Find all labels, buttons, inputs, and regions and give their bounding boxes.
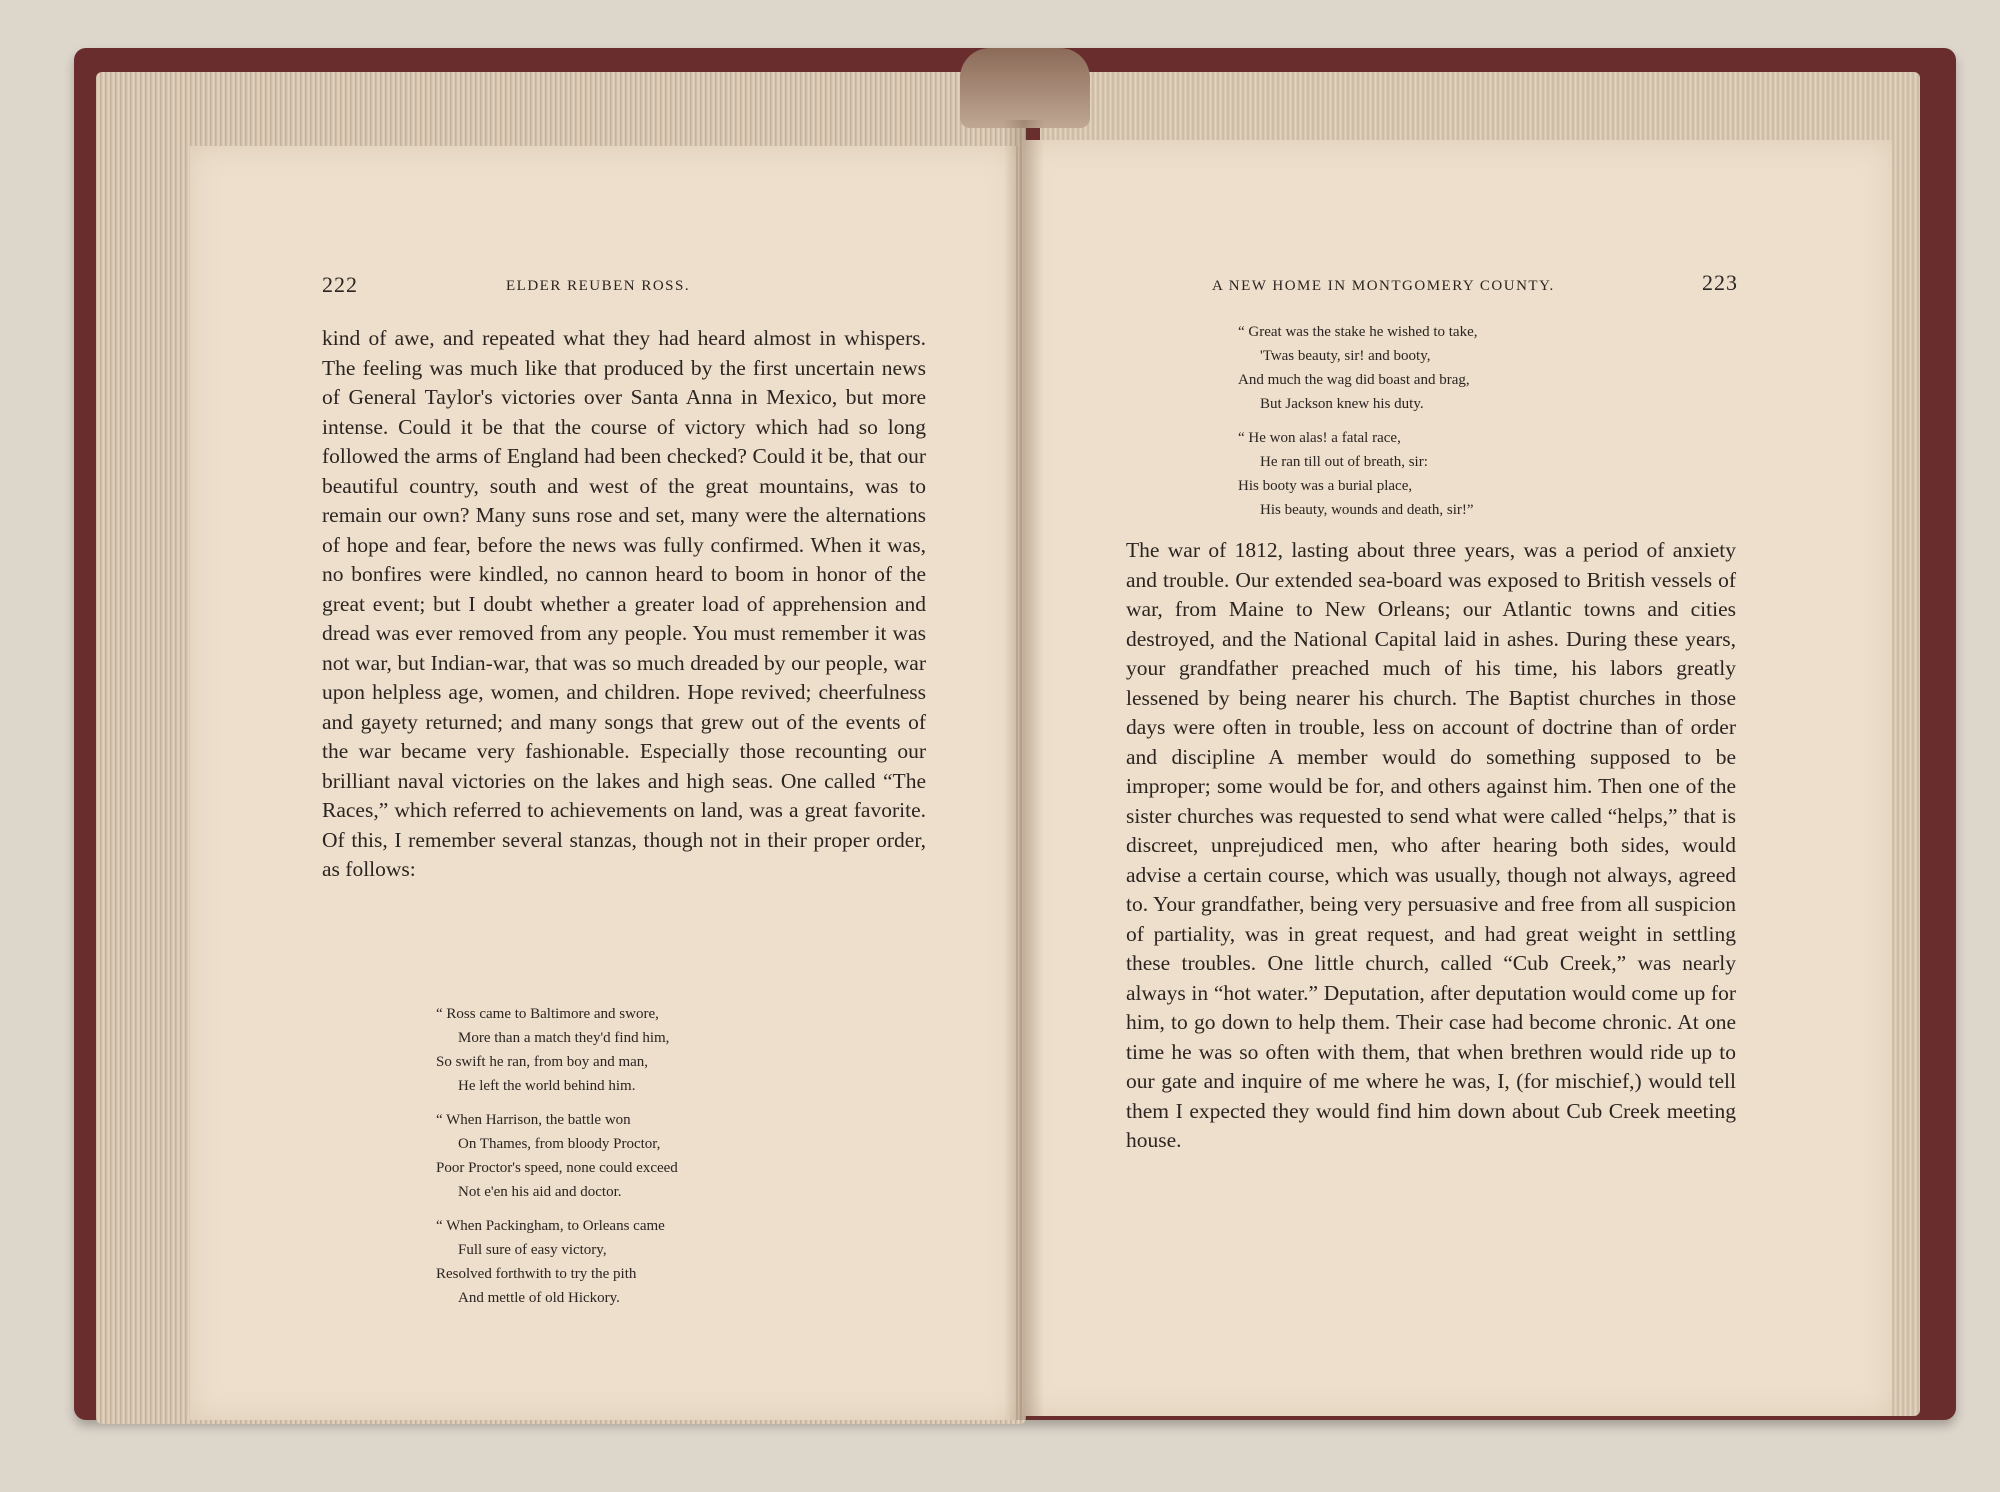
poem bbox=[436, 1002, 856, 1320]
body-text: kind of awe, and repeated what they had heard almost in whispers. The feeling was much like that produced by the first uncertain news of General Taylor's victories over Santa Anna in Mexico, but more intense. Could it be that the course of victory which had so long followed the arms of England had been checked? Could it be, that our beautiful country, south and west of the great mountains, was to remain our own? Many suns rose and set, many were the alternations of hope and fear, before the news was fully confirmed. When it was, no bonfires were kindled, no cannon heard to boom in honor of the great event; but I doubt whether a greater load of apprehension and dread was ever removed from any people. You must remember it was not war, but Indian-war, that was so much dreaded by our people, war upon helpless age, women, and children. Hope revived; cheerfulness and gayety returned; and many songs that grew out of the events of the war became very fashionable. Especially those recounting our brilliant naval victories on the lakes and high seas. One called “The Races,” which referred to achievements on land, was a great favorite. Of this, I remember several stanzas, though not in their proper order, as follows: bbox=[322, 326, 926, 881]
poem-line: “ He won alas! a fatal race, bbox=[1238, 430, 1401, 446]
poem-line: His booty was a burial place, bbox=[1238, 478, 1413, 494]
poem-line: “ When Harrison, the battle won bbox=[436, 1112, 631, 1128]
poem-line: More than a match they'd find him, bbox=[458, 1030, 670, 1046]
poem-line: And much the wag did boast and brag, bbox=[1238, 372, 1470, 388]
poem-line: So swift he ran, from boy and man, bbox=[436, 1054, 649, 1070]
left-header bbox=[322, 272, 922, 306]
body-text: The war of 1812, lasting about three years, was a period of anxiety and trouble. Our extended sea-board was exposed to British vessels of war, from Maine to New Orleans; our Atlantic towns and cities destroyed, and the National Capital laid in ashes. During these years, your grandfather preached much of his time, his labors greatly lessened by being nearer his church. The Baptist churches in those days were often in trouble, less on account of doctrine than of order and discipline A member would do something supposed to be improper; some would be for, and others against him. Then one of the sister churches was requested to send what were called “helps,” that is discreet, unprejudiced men, who after hearing both sides, would advise a certain course, which was usually, though not always, agreed to. Your grandfather, being very persuasive and free from all suspicion of partiality, was in great request, and had great weight in settling these troubles. One little church, called “Cub Creek,” was nearly always in “hot water.” Deputation, after deputation would come up for him, to go down to help them. Their case had become chronic. At one time he was so often with them, that when brethren would ride up to our gate and inquire of me where he was, I, (for mischief,) would tell them I expected they would find him down about Cub Creek meeting house. bbox=[1126, 538, 1736, 1152]
poem-stanza bbox=[436, 1214, 856, 1310]
page-number: 223 bbox=[1702, 270, 1738, 295]
poem bbox=[1238, 320, 1698, 532]
poem-line: Not e'en his aid and doctor. bbox=[458, 1184, 622, 1200]
poem-stanza bbox=[436, 1108, 856, 1204]
right-header bbox=[1212, 270, 1832, 300]
right-page bbox=[1020, 140, 1892, 1416]
running-head: A NEW HOME IN MONTGOMERY COUNTY. bbox=[1212, 278, 1555, 294]
poem-line: His beauty, wounds and death, sir!” bbox=[1260, 502, 1474, 518]
poem-line: He left the world behind him. bbox=[458, 1078, 636, 1094]
poem-line: 'Twas beauty, sir! and booty, bbox=[1260, 348, 1431, 364]
poem-line: But Jackson knew his duty. bbox=[1260, 396, 1424, 412]
poem-stanza bbox=[436, 1002, 856, 1098]
poem-line: Full sure of easy victory, bbox=[458, 1242, 607, 1258]
poem-line: Poor Proctor's speed, none could exceed bbox=[436, 1160, 678, 1176]
running-head: ELDER REUBEN ROSS. bbox=[506, 278, 691, 294]
poem-stanza bbox=[1238, 320, 1698, 416]
poem-line: “ Great was the stake he wished to take, bbox=[1238, 324, 1478, 340]
page-number: 222 bbox=[322, 272, 358, 297]
poem-line: Resolved forthwith to try the pith bbox=[436, 1266, 637, 1282]
left-page bbox=[190, 146, 1018, 1420]
book-spine bbox=[960, 48, 1090, 128]
poem-line: “ When Packingham, to Orleans came bbox=[436, 1218, 665, 1234]
poem-line: “ Ross came to Baltimore and swore, bbox=[436, 1006, 659, 1022]
poem-line: And mettle of old Hickory. bbox=[458, 1290, 620, 1306]
poem-line: On Thames, from bloody Proctor, bbox=[458, 1136, 661, 1152]
poem-stanza bbox=[1238, 426, 1698, 522]
poem-line: He ran till out of breath, sir: bbox=[1260, 454, 1428, 470]
gutter-shadow bbox=[1004, 120, 1044, 1420]
